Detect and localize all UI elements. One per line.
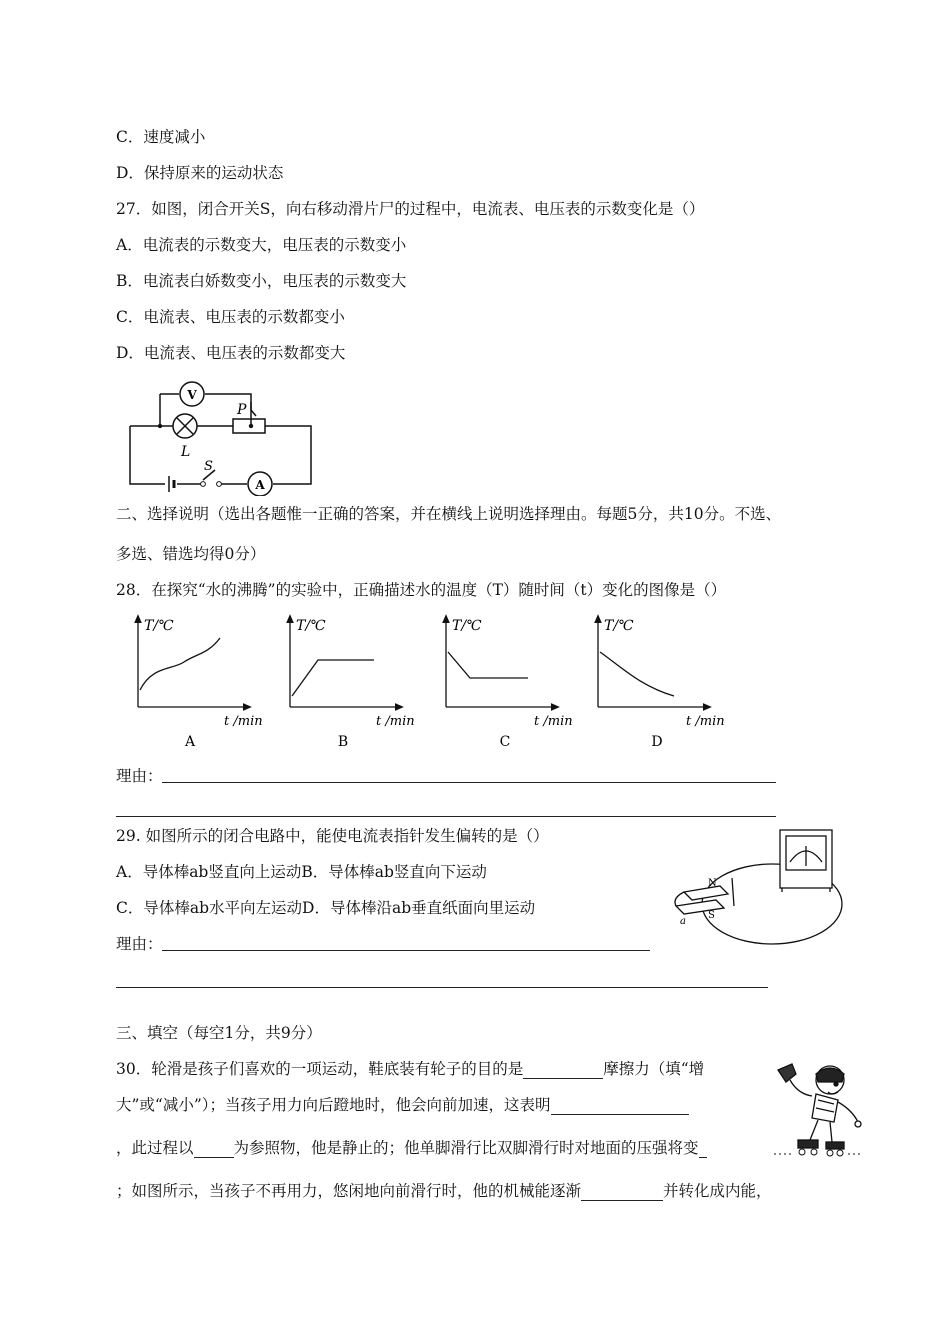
q30-line-1 [116, 1059, 704, 1079]
graph-c-ylabel: T/℃ [452, 618, 482, 634]
q30-line-4-start: ；如图所示，当孩子不再用力，悠闲地向前滑行时，他的机械能逐渐 [116, 1182, 582, 1200]
q30-line-1-start: 30．轮滑是孩子们喜欢的一项运动，鞋底装有轮子的目的是 [116, 1060, 524, 1078]
q29-stem: 29. 如图所示的闭合电路中，能使电流表指针发生偏转的是（） [116, 827, 549, 845]
q30-line-4-end: 并转化成内能， [663, 1182, 772, 1200]
q29-options-ab: A．导体棒ab竖直向上运动B．导体棒ab竖直向下运动 [116, 863, 487, 881]
voltmeter-label: V [187, 388, 197, 402]
q28-answer-line-2 [116, 816, 776, 817]
q30-blank-5[interactable] [581, 1184, 663, 1201]
graph-a-label: A [184, 734, 196, 750]
q30-line-2-text: 大”或“减小”）；当孩子用力向后蹬地时，他会向前加速，这表明 [116, 1096, 551, 1114]
graph-b-label: B [337, 734, 349, 750]
q29-induction-figure [672, 826, 844, 954]
q28-reason-label: 理由： [116, 767, 163, 785]
q28-answer-line-1 [162, 782, 776, 783]
section3-title: 三、填空（每空1分，共9分） [116, 1024, 322, 1042]
ammeter-label: A [255, 478, 265, 492]
q30-line-2 [116, 1095, 689, 1115]
q28-graphs [120, 608, 740, 753]
graph-a-xlabel: t /min [224, 714, 263, 729]
q30-blank-4[interactable] [699, 1141, 707, 1158]
q30-skater-figure [772, 1060, 864, 1158]
graph-a-curve [140, 638, 220, 690]
q27-circuit-diagram [125, 378, 325, 496]
section2-title: 二、选择说明（选出各题惟一正确的答案，并在横线上说明选择理由。每题5分，共10分。不选、 [116, 505, 782, 523]
graph-c-curve [448, 652, 528, 678]
q29-reason-label: 理由： [116, 935, 163, 953]
q26-option-d: D．保持原来的运动状态 [116, 164, 284, 182]
q29-options-cd: C．导体棒ab水平向左运动D．导体棒沿ab垂直纸面向里运动 [116, 899, 536, 917]
graph-b-xlabel: t /min [376, 714, 415, 729]
q30-blank-3[interactable] [194, 1141, 234, 1158]
q26-option-c: C．速度减小 [116, 128, 206, 146]
q27-option-d: D．电流表、电压表的示数都变大 [116, 344, 346, 362]
q27-option-b: B．电流表白娇数变小，电压表的示数变大 [116, 272, 407, 290]
graph-d-xlabel: t /min [686, 714, 725, 729]
q30-line-3-start: ，此过程以 [116, 1139, 194, 1157]
q29-answer-line-1 [162, 950, 650, 951]
q30-line-1-end: 摩擦力（填“增 [603, 1060, 705, 1078]
q30-line-3-end: 为参照物，他是静止的；他单脚滑行比双脚滑行时对地面的压强将变 [233, 1139, 699, 1157]
q29-answer-line-2 [116, 987, 768, 988]
q27-option-a: A．电流表的示数变大，电压表的示数变小 [116, 236, 407, 254]
rod-end-label: a [680, 916, 686, 927]
q30-line-4 [116, 1181, 772, 1201]
graph-c-xlabel: t /min [534, 714, 573, 729]
graph-d-ylabel: T/℃ [604, 618, 634, 634]
magnet-north-label: N [708, 878, 717, 889]
q27-option-c: C．电流表、电压表的示数都变小 [116, 308, 345, 326]
q30-blank-1[interactable] [523, 1062, 603, 1079]
q28-stem: 28．在探究“水的沸腾”的实验中，正确描述水的温度（T）随时间（t）变化的图像是（） [116, 581, 727, 599]
graph-d-label: D [651, 734, 663, 750]
graph-d-curve [600, 652, 674, 696]
section2-note: 多选、错选均得0分） [116, 545, 266, 563]
lamp-label: L [181, 444, 191, 460]
q30-blank-2[interactable] [551, 1098, 689, 1115]
graph-b-ylabel: T/℃ [296, 618, 326, 634]
magnet-south-label: S [708, 910, 715, 921]
switch-label: S [204, 459, 213, 474]
magnet-bottom-icon [676, 900, 724, 914]
slider-label: P [237, 402, 247, 418]
q27-stem: 27．如图，闭合开关S，向右移动滑片尸的过程中，电流表、电压表的示数变化是（） [116, 200, 705, 218]
graph-a-ylabel: T/℃ [144, 618, 174, 634]
magnet-top-icon [684, 886, 728, 900]
graph-b-curve [292, 660, 374, 696]
graph-c-label: C [499, 734, 511, 750]
q30-line-3 [116, 1138, 707, 1158]
